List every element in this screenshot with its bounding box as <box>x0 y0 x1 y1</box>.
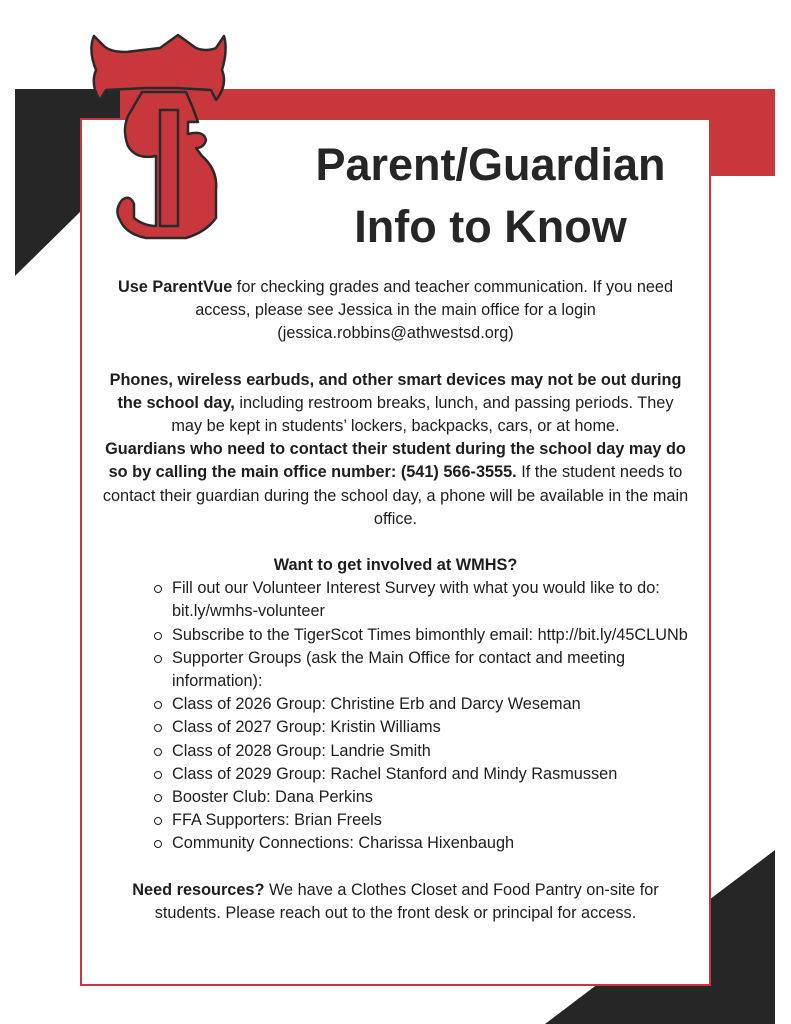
list-item: Booster Club: Dana Perkins <box>172 786 691 809</box>
guardians-bold: Guardians who need to contact their student during the school day may do so by calling the main office number: (541) 566-3555. <box>105 440 686 482</box>
list-item: Class of 2027 Group: Kristin Williams <box>172 716 691 739</box>
title-line-2: Info to Know <box>354 201 627 252</box>
phones-text: including restroom breaks, lunch, and passing periods. They may be kept in students’ lockers, backpacks, cars, or at home. <box>171 393 674 436</box>
list-item: Community Connections: Charissa Hixenbaugh <box>172 832 691 855</box>
involved-heading-text: Want to get involved at WMHS? <box>273 556 518 575</box>
list-item: Fill out our Volunteer Interest Survey with what you would like to do: bit.ly/wmhs-volunteer <box>172 577 691 623</box>
phones-paragraph <box>100 369 691 439</box>
parentvue-bold: Use ParentVue <box>117 278 233 296</box>
list-item: Supporter Groups (ask the Main Office for contact and meeting information): <box>172 647 691 693</box>
list-item: Class of 2026 Group: Christine Erb and Darcy Weseman <box>172 693 691 716</box>
resources-text: We have a Clothes Closet and Food Pantry on-site for students. Please reach out to the front desk or principal for access. <box>154 880 659 922</box>
info-card <box>80 118 711 986</box>
phones-bold: Phones, wireless earbuds, and other smart devices may not be out during the school day, <box>109 370 682 412</box>
list-item: Subscribe to the TigerScot Times bimonthly email: http://bit.ly/45CLUNb <box>172 624 691 647</box>
parentvue-text: for checking grades and teacher communication. If you need access, please see Jessica in the main office for a login (jessica.robbins@athwestsd.org) <box>195 278 674 343</box>
content <box>100 276 691 925</box>
ts-monogram-logo-icon <box>86 30 276 245</box>
resources-bold: Need resources? <box>132 880 265 899</box>
list-item: Class of 2029 Group: Rachel Stanford and Mindy Rasmussen <box>172 763 691 786</box>
guardians-paragraph <box>100 438 691 531</box>
list-item: FFA Supporters: Brian Freels <box>172 809 691 832</box>
page-title <box>272 134 709 258</box>
resources-paragraph <box>100 879 691 925</box>
title-line-1: Parent/Guardian <box>315 139 666 190</box>
involved-list <box>100 577 691 855</box>
list-item: Class of 2028 Group: Landrie Smith <box>172 740 691 763</box>
guardians-text: If the student needs to contact their guardian during the school day, a phone will be available in the main office. <box>102 463 689 528</box>
parentvue-paragraph <box>100 276 691 346</box>
involved-heading <box>100 554 691 577</box>
